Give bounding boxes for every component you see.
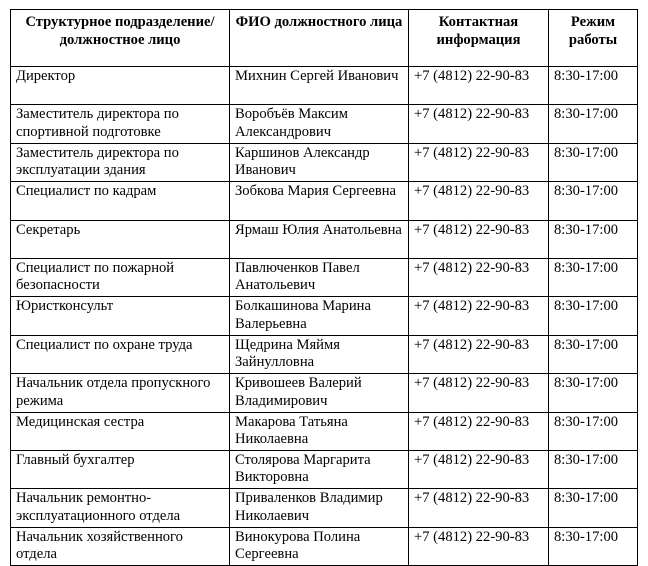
cell-hours: 8:30-17:00 — [549, 105, 638, 143]
cell-hours: 8:30-17:00 — [549, 489, 638, 527]
cell-hours: 8:30-17:00 — [549, 143, 638, 181]
table-row — [11, 412, 638, 450]
cell-hours: 8:30-17:00 — [549, 67, 638, 105]
cell-position: Начальник хозяйственного отдела — [11, 527, 230, 565]
table-row — [11, 182, 638, 220]
cell-name: Воробъёв Максим Александрович — [230, 105, 409, 143]
cell-contact: +7 (4812) 22-90-83 — [409, 489, 549, 527]
cell-name: Кривошеев Валерий Владимирович — [230, 374, 409, 412]
cell-contact: +7 (4812) 22-90-83 — [409, 105, 549, 143]
cell-name: Зобкова Мария Сергеевна — [230, 182, 409, 220]
staff-table — [10, 9, 638, 566]
table-body — [11, 67, 638, 566]
cell-position: Директор — [11, 67, 230, 105]
table-row — [11, 220, 638, 258]
cell-contact: +7 (4812) 22-90-83 — [409, 335, 549, 373]
table-row — [11, 143, 638, 181]
cell-position: Специалист по пожарной безопасности — [11, 258, 230, 296]
cell-position: Начальник ремонтно-эксплуатационного отдела — [11, 489, 230, 527]
cell-hours: 8:30-17:00 — [549, 297, 638, 335]
table-row — [11, 105, 638, 143]
header-position: Структурное подразделение/должностное лицо — [11, 10, 230, 67]
cell-hours: 8:30-17:00 — [549, 258, 638, 296]
cell-contact: +7 (4812) 22-90-83 — [409, 143, 549, 181]
cell-name: Макарова Татьяна Николаевна — [230, 412, 409, 450]
cell-hours: 8:30-17:00 — [549, 182, 638, 220]
cell-name: Болкашинова Марина Валерьевна — [230, 297, 409, 335]
cell-position: Заместитель директора по спортивной подготовке — [11, 105, 230, 143]
cell-hours: 8:30-17:00 — [549, 335, 638, 373]
cell-name: Винокурова Полина Сергеевна — [230, 527, 409, 565]
cell-position: Начальник отдела пропускного режима — [11, 374, 230, 412]
cell-hours: 8:30-17:00 — [549, 527, 638, 565]
cell-hours: 8:30-17:00 — [549, 450, 638, 488]
cell-hours: 8:30-17:00 — [549, 374, 638, 412]
header-contact: Контактная информация — [409, 10, 549, 67]
header-hours: Режим работы — [549, 10, 638, 67]
table-row — [11, 258, 638, 296]
cell-contact: +7 (4812) 22-90-83 — [409, 412, 549, 450]
table-row — [11, 450, 638, 488]
cell-position: Главный бухгалтер — [11, 450, 230, 488]
table-header — [11, 10, 638, 67]
table-row — [11, 527, 638, 565]
cell-position: Юристконсульт — [11, 297, 230, 335]
cell-contact: +7 (4812) 22-90-83 — [409, 182, 549, 220]
cell-name: Приваленков Владимир Николаевич — [230, 489, 409, 527]
cell-contact: +7 (4812) 22-90-83 — [409, 220, 549, 258]
cell-name: Павлюченков Павел Анатольевич — [230, 258, 409, 296]
cell-contact: +7 (4812) 22-90-83 — [409, 297, 549, 335]
cell-contact: +7 (4812) 22-90-83 — [409, 258, 549, 296]
cell-position: Заместитель директора по эксплуатации здания — [11, 143, 230, 181]
cell-position: Медицинская сестра — [11, 412, 230, 450]
cell-name: Столярова Маргарита Викторовна — [230, 450, 409, 488]
table-row — [11, 374, 638, 412]
table-row — [11, 67, 638, 105]
cell-hours: 8:30-17:00 — [549, 220, 638, 258]
cell-position: Секретарь — [11, 220, 230, 258]
cell-contact: +7 (4812) 22-90-83 — [409, 450, 549, 488]
cell-position: Специалист по охране труда — [11, 335, 230, 373]
cell-name: Ярмаш Юлия Анатольевна — [230, 220, 409, 258]
cell-hours: 8:30-17:00 — [549, 412, 638, 450]
cell-contact: +7 (4812) 22-90-83 — [409, 67, 549, 105]
cell-name: Щедрина Мяймя Зайнулловна — [230, 335, 409, 373]
cell-name: Каршинов Александр Иванович — [230, 143, 409, 181]
cell-position: Специалист по кадрам — [11, 182, 230, 220]
header-row — [11, 10, 638, 67]
table-row — [11, 489, 638, 527]
header-name: ФИО должностного лица — [230, 10, 409, 67]
cell-name: Михнин Сергей Иванович — [230, 67, 409, 105]
table-row — [11, 335, 638, 373]
cell-contact: +7 (4812) 22-90-83 — [409, 374, 549, 412]
table-row — [11, 297, 638, 335]
cell-contact: +7 (4812) 22-90-83 — [409, 527, 549, 565]
